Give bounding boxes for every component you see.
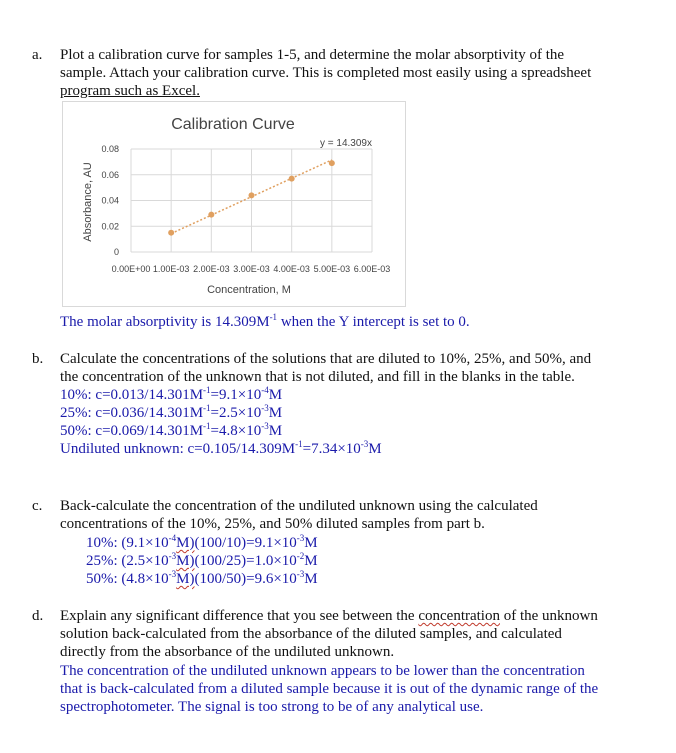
- part-d-line-2: solution back-calculated from the absorbance of the diluted samples, and calculated: [60, 626, 562, 642]
- part-a-marker: a.: [32, 47, 43, 63]
- chart-gridlines: [131, 149, 372, 252]
- part-d-answer-line-1: The concentration of the undiluted unknown appears to be lower than the concentration: [60, 663, 585, 679]
- data-point: [249, 192, 255, 198]
- y-tick-label: 0.04: [101, 195, 119, 206]
- part-d-answer-line-2: that is back-calculated from a diluted sample because it is out of the dynamic range of the: [60, 681, 599, 697]
- trendline-label: y = 14.309x: [320, 138, 372, 149]
- part-a-answer: The molar absorptivity is $14.309M^{-1}$ when the Y intercept is set to 0.: [60, 312, 470, 330]
- y-tick-label: 0: [113, 247, 119, 257]
- chart-tick-labels: [101, 144, 390, 274]
- x-tick-label: 0.00E+00: [111, 264, 151, 274]
- part-c-line-2: concentrations of the 10%, 25%, and 50% diluted samples from part b.: [60, 516, 485, 532]
- x-axis-label: Concentration, M: [207, 284, 291, 296]
- part-c-answer-50: 50%: $(4.8\times 10^{-3}M)(100/50)=9.6\times 10^{-3}M$: [86, 569, 318, 587]
- part-a-line-3: program such as Excel.: [60, 83, 200, 99]
- part-c-answer-25: 25%: $(2.5\times 10^{-3}M)(100/25)=1.0\times 10^{-2}M$: [86, 551, 318, 569]
- part-c-marker: c.: [32, 498, 43, 514]
- part-d-line-1: Explain any significant difference that you see between the concentration of the unknown: [60, 608, 598, 624]
- data-point: [289, 176, 295, 182]
- data-point: [208, 212, 214, 218]
- part-b-answer-25: 25%: $c=0.036/14.301M^{-1}=2.5\times 10^{-3}M$: [60, 403, 283, 421]
- y-tick-label: 0.08: [101, 144, 119, 154]
- x-tick-label: 4.00E-03: [273, 264, 310, 274]
- part-d-answer-line-3: spectrophotometer. The signal is too strong to be of any analytical use.: [60, 699, 484, 715]
- part-b-answer-50: 50%: $c=0.069/14.301M^{-1}=4.8\times 10^{-3}M$: [60, 421, 283, 439]
- part-a-line-2: sample. Attach your calibration curve. This is completed most easily using a spreadsheet: [60, 65, 592, 81]
- part-b-answer-10: 10%: $c=0.013/14.301M^{-1}=9.1\times 10^{-4}M$: [60, 385, 283, 403]
- part-b-line-1: Calculate the concentrations of the solutions that are diluted to 10%, 25%, and 50%, and: [60, 351, 592, 367]
- data-point: [329, 160, 335, 166]
- part-c-answer-10: 10%: $(9.1\times 10^{-4}M)(100/10)=9.1\times 10^{-3}M$: [86, 533, 318, 551]
- calibration-chart: [62, 101, 406, 307]
- y-tick-label: 0.06: [101, 169, 119, 180]
- x-tick-label: 6.00E-03: [353, 264, 391, 274]
- x-tick-label: 3.00E-03: [233, 264, 270, 274]
- part-d-marker: d.: [32, 608, 44, 624]
- x-tick-label: 2.00E-03: [193, 264, 230, 274]
- chart-canvas: [63, 102, 405, 306]
- part-b-line-2: the concentration of the unknown that is not diluted, and fill in the blanks in the table.: [60, 369, 575, 385]
- part-b-answer-undiluted: Undiluted unknown: $c=0.105/14.309M^{-1}=7.34\times 10^{-3}M$: [60, 439, 382, 457]
- x-tick-label: 5.00E-03: [313, 264, 351, 274]
- part-c-line-1: Back-calculate the concentration of the undiluted unknown using the calculated: [60, 498, 538, 514]
- y-tick-label: 0.02: [101, 221, 119, 232]
- part-d-line-3: directly from the absorbance of the undiluted unknown.: [60, 644, 395, 660]
- x-tick-label: 1.00E-03: [152, 264, 190, 274]
- y-axis-label: Absorbance, AU: [82, 162, 94, 242]
- part-b-marker: b.: [32, 351, 44, 367]
- part-a-line-1: Plot a calibration curve for samples 1-5, and determine the molar absorptivity of the: [60, 47, 565, 63]
- data-point: [168, 230, 174, 236]
- chart-title: Calibration Curve: [171, 116, 295, 133]
